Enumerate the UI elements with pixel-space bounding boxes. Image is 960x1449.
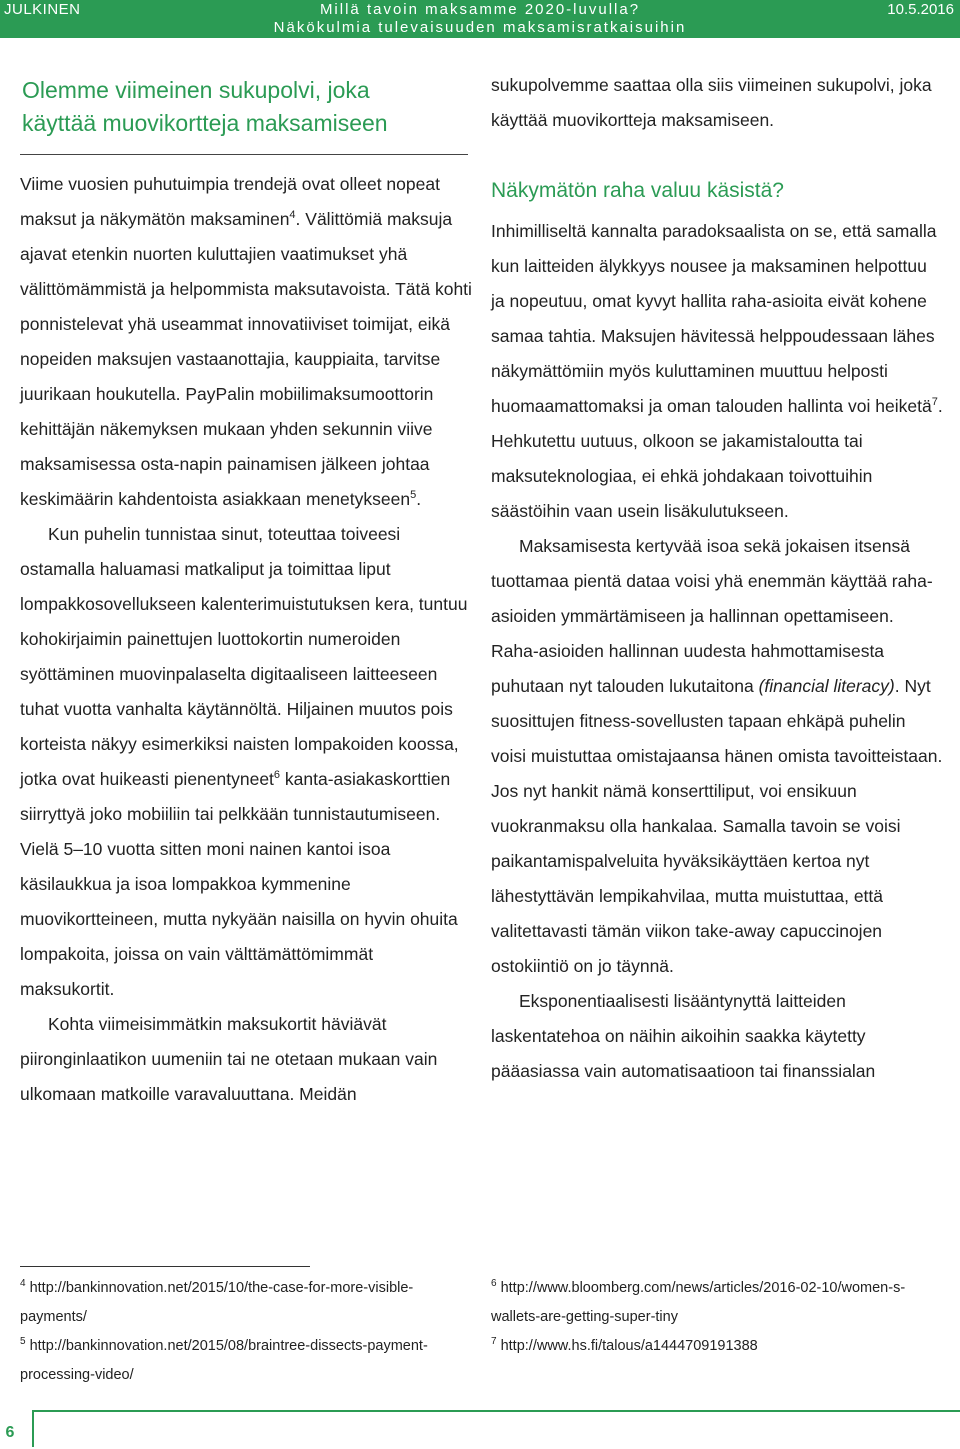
footnote-4 xyxy=(20,1274,480,1332)
footnote-ref-5: 5 xyxy=(410,489,417,501)
footnote-ref-4: 4 xyxy=(289,209,296,221)
footnote-ref-7: 7 xyxy=(931,396,938,408)
footnote-link[interactable]: http://www.hs.fi/talous/a1444709191388 xyxy=(500,1338,758,1354)
page-footer-rule xyxy=(32,1410,960,1449)
footnote-5 xyxy=(20,1332,480,1390)
left-column xyxy=(20,62,472,1112)
section-title xyxy=(22,74,472,140)
emphasis-term: (financial literacy) xyxy=(758,676,895,696)
text-run: . xyxy=(416,489,422,509)
left-paragraph-1 xyxy=(20,167,472,517)
text-run: . Hehkutettu uutuus, olkoon se jakamistaloutta tai maksuteknologiaa, ei ehkä johdakaan toivottuihin säästöihin vaan usein lisäkulutukseen. xyxy=(491,396,943,521)
page-header xyxy=(0,0,960,38)
footnote-link[interactable]: http://www.bloomberg.com/news/articles/2016-02-10/women-s-wallets-are-getting-super-tiny xyxy=(491,1280,906,1325)
text-run: Viime vuosien puhutuimpia trendejä ovat olleet nopeat maksut ja näkymätön maksaminen xyxy=(20,174,440,229)
text-run: Maksamisesta kertyvää isoa sekä jokaisen itsensä tuottamaa pientä dataa voisi yhä enemmän käyttää raha-asioiden ymmärtämiseen ja hallinnan opettamiseen. Raha-asioiden hallinnan uudesta hahmottamisesta puhutaan nyt talouden lukutaitona xyxy=(491,536,933,696)
footnote-7 xyxy=(491,1332,951,1361)
text-run: . Nyt suosittujen fitness-sovellusten tapaan ehkäpä puhelin voisi muistuttaa omistajaansa hänen omista tavoitteistaan. Jos nyt hankit nämä konserttiliput, voi ensikuun vuokranmaksu olla hankalaa. Samalla tavoin se voisi paikantamispalveluita hyväksikäyttäen kertoa nyt lähestyttävän lempikahvilaa, mutta muistuttaa, että valitettavasti tämän viikon take-away capuccinojen ostokiintiö on jo täynnä. xyxy=(491,676,943,976)
text-run: kanta-asiakaskorttien siirryttyä joko mobiiliin tai pelkkään tunnistautumiseen. Vielä 5–10 vuotta sitten moni nainen kantoi isoa käsilaukkua ja isoa lompakkoa kymmenine muovikortteineen, mutta nykyään naisilla on hyvin ohuita lompakoita, joissa on vain välttämättömimmät maksukortit. xyxy=(20,769,458,999)
footnote-number: 5 xyxy=(20,1336,26,1347)
right-paragraph-1 xyxy=(491,214,943,529)
header-date: 10.5.2016 xyxy=(887,1,954,18)
section-heading: Näkymätön raha valuu käsistä? xyxy=(491,179,784,202)
footnotes-right xyxy=(491,1274,951,1361)
left-paragraph-3: Kohta viimeisimmätkin maksukortit häviävät piironginlaatikon uumeniin tai ne otetaan mukaan vain ulkomaan matkoille varavaluuttana. Meidän xyxy=(20,1014,438,1104)
section-title-line1: Olemme viimeinen sukupolvi, joka xyxy=(22,77,370,103)
footnote-6 xyxy=(491,1274,951,1332)
text-run: . Välittömiä maksuja ajavat etenkin nuorten kuluttajien vaatimukset yhä välittömämmistä ja helpommista maksutavoista. Tätä kohti ponnistelevat yhä useammat innovatiiviset toimijat, eikä nopeiden maksujen vastaanottajia, kauppiaita, tarvitse juurikaan houkutella. PayPalin mobiilimaksumoottorin kehittäjän näkemyksen mukaan yhden sekunnin viive maksamisessa osta-napin painamisen jälkeen johtaa keskimäärin kahdentoista asiakkaan menetykseen xyxy=(20,209,472,509)
title-divider xyxy=(20,154,468,155)
footnote-link[interactable]: http://bankinnovation.net/2015/08/braintree-dissects-payment-processing-video/ xyxy=(20,1338,428,1383)
footnote-number: 7 xyxy=(491,1336,497,1347)
right-paragraph-2 xyxy=(491,529,943,984)
left-body xyxy=(20,167,472,1112)
footnote-number: 6 xyxy=(491,1278,497,1289)
right-lead xyxy=(491,68,943,138)
right-paragraph-3: Eksponentiaalisesti lisääntynyttä laitteiden laskentatehoa on näihin aikoihin saakka käytetty pääasiassa vain automatisaatioon tai finanssialan xyxy=(491,991,876,1081)
right-lead-paragraph: sukupolvemme saattaa olla siis viimeinen sukupolvi, joka käyttää muovikortteja maksamiseen. xyxy=(491,75,932,130)
footnote-ref-6: 6 xyxy=(273,769,281,781)
footnote-divider xyxy=(20,1266,310,1267)
right-column xyxy=(491,62,943,1089)
text-run: Inhimilliseltä kannalta paradoksaalista on se, että samalla kun laitteiden älykkyys nousee ja maksaminen helpottuu ja nopeutuu, omat kyvyt hallita raha-asioita eivät kohene samaa tahtia. Maksujen hävitessä helppoudessaan lähes näkymättömiin myös kuluttaminen muuttuu helposti huomaamattomaksi ja oman talouden hallinta voi heiketä xyxy=(491,221,937,416)
text-run: Kun puhelin tunnistaa sinut, toteuttaa toiveesi ostamalla haluamasi matkaliput ja toimittaa liput lompakkosovellukseen kalenterimuistutuksen kera, tuntuu kohokirjaimin painettujen luottokortin numeroiden syöttäminen muovinpalaselta digitaaliseen laitteeseen tuhat vuotta vanhalta käytännöltä. Hiljainen muutos pois korteista näkyy esimerkiksi naisten lompakoiden koossa, jotka ovat huikeasti pienentyneet xyxy=(20,524,468,789)
header-title-line1: Millä tavoin maksamme 2020-luvulla? xyxy=(319,1,641,18)
page-number: 6 xyxy=(5,1424,15,1441)
footnotes-left xyxy=(20,1274,480,1390)
classification-label: JULKINEN xyxy=(4,1,81,18)
right-body xyxy=(491,214,943,1089)
footnote-link[interactable]: http://bankinnovation.net/2015/10/the-case-for-more-visible-payments/ xyxy=(20,1280,414,1325)
footnote-number: 4 xyxy=(20,1278,26,1289)
section-title-line2: käyttää muovikortteja maksamiseen xyxy=(22,110,388,136)
header-title-line2: Näkökulmia tulevaisuuden maksamisratkaisuihin xyxy=(273,19,687,36)
header-title xyxy=(0,1,960,37)
left-paragraph-2 xyxy=(20,517,472,1007)
